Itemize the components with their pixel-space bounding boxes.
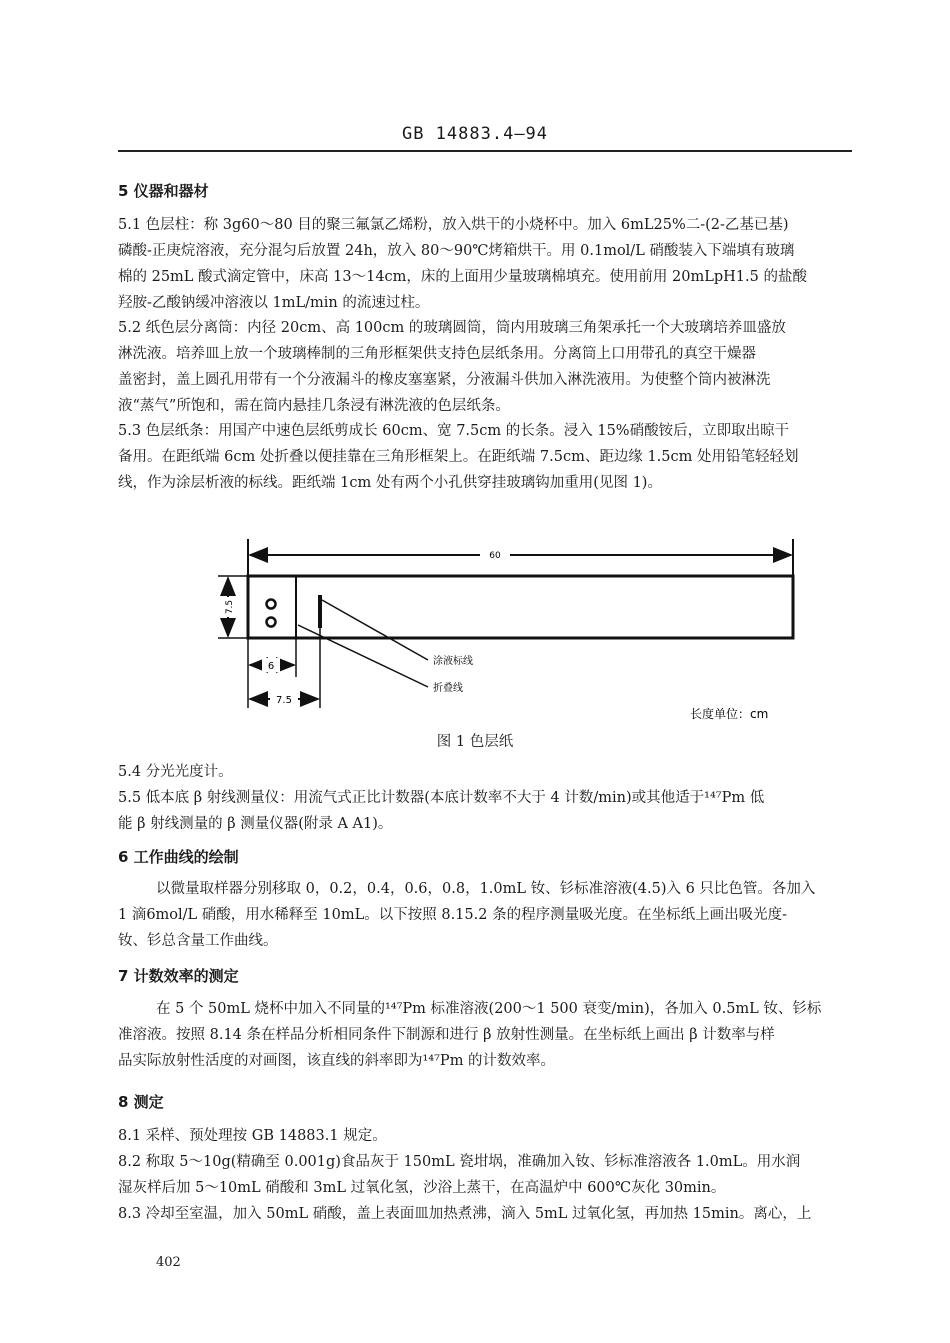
- para-7-line: 在 5 个 50mL 烧杯中加入不同量的¹⁴⁷Pm 标准溶液(200～1 500 衰变/min)，各加入 0.5mL 钕、钐标: [156, 1001, 822, 1017]
- label-fold-line: 折叠线: [433, 683, 463, 694]
- figure-1-caption: 图 1 色层纸: [436, 734, 514, 750]
- unit-note: 长度单位：cm: [690, 707, 769, 721]
- para-5-1-line: 羟胺-乙酸钠缓冲溶液以 1mL/min 的流速过柱。: [118, 295, 430, 311]
- page-number: 402: [156, 1255, 181, 1270]
- para-8-2-line: 湿灰样后加 5～10mL 硝酸和 3mL 过氧化氢，沙浴上蒸干，在高温炉中 600℃灰化 30min。: [118, 1180, 726, 1196]
- para-5-1-line: 棉的 25mL 酸式滴定管中，床高 13～14cm，床的上面用少量玻璃棉填充。使用前用 20mLpH1.5 的盐酸: [118, 269, 807, 285]
- section-7-title: 7 计数效率的测定: [118, 967, 239, 985]
- para-5-3-line: 备用。在距纸端 6cm 处折叠以便挂靠在三角形框架上。在距纸端 7.5cm、距边缘 1.5cm 处用铅笔轻轻划: [118, 449, 799, 465]
- leader-fold-line: [298, 625, 428, 687]
- header-rule: [118, 150, 852, 152]
- para-6-line: 1 滴6mol/L 硝酸，用水稀释至 10mL。以下按照 8.15.2 条的程序测量吸光度。在坐标纸上画出吸光度-: [118, 907, 787, 923]
- hole: [267, 600, 276, 609]
- document-header: GB 14883.4—94: [401, 124, 549, 144]
- dim-length-label: 60: [489, 551, 501, 561]
- section-8-title: 8 测定: [118, 1093, 164, 1111]
- para-5-2-line: 液“蒸气”所饱和，需在筒内悬挂几条浸有淋洗液的色层纸条。: [118, 398, 510, 414]
- para-5-2-line: 盖密封，盖上圆孔用带有一个分液漏斗的橡皮塞塞紧，分液漏斗供加入淋洗液用。为使整个筒内被淋洗: [118, 372, 771, 388]
- para-6-line: 钕、钐总含量工作曲线。: [118, 933, 278, 949]
- para-5-5-line: 能 β 射线测量的 β 测量仪器(附录 A A1)。: [118, 816, 393, 832]
- section-6-title: 6 工作曲线的绘制: [118, 848, 239, 866]
- section-5-title: 5 仪器和器材: [118, 182, 209, 200]
- para-5-4: 5.4 分光光度计。: [118, 764, 233, 780]
- figure-1-chromatography-paper: [200, 525, 840, 755]
- dim-width-label: 7.5: [225, 599, 235, 615]
- para-5-3-line: 线，作为涂层析液的标线。距纸端 1cm 处有两个小孔供穿挂玻璃钩加重用(见图 1)。: [118, 475, 662, 491]
- paper-strip: [248, 576, 793, 638]
- para-7-line: 品实际放射性活度的对画图，该直线的斜率即为¹⁴⁷Pm 的计数效率。: [118, 1053, 556, 1069]
- para-5-2-line: 5.2 纸色层分离筒：内径 20cm、高 100cm 的玻璃圆筒，筒内用玻璃三角架承托一个大玻璃培养皿盛放: [118, 320, 786, 336]
- dim-mark-label: 7.5: [276, 695, 292, 706]
- para-5-1-line: 5.1 色层柱：称 3g60～80 目的聚三氟氯乙烯粉，放入烘干的小烧杯中。加入 6mL25%二-(2-乙基已基): [118, 217, 789, 233]
- dim-fold-label: 6: [267, 661, 275, 672]
- para-5-2-line: 淋洗液。培养皿上放一个玻璃棒制的三角形框架供支持色层纸条用。分离筒上口用带孔的真空干燥器: [118, 346, 756, 362]
- label-mark-line: 涂液标线: [433, 656, 473, 667]
- para-8-2-line: 8.2 称取 5～10g(精确至 0.001g)食品灰于 150mL 瓷坩埚，准确加入钕、钐标准溶液各 1.0mL。用水润: [118, 1154, 801, 1170]
- para-7-line: 准溶液。按照 8.14 条在样品分析相同条件下制源和进行 β 放射性测量。在坐标纸上画出 β 计数率与样: [118, 1027, 775, 1043]
- hole: [267, 618, 276, 627]
- leader-mark-line: [322, 600, 428, 660]
- para-5-1-line: 磷酸-正庚烷溶液，充分混匀后放置 24h，放入 80～90℃烤箱烘干。用 0.1mol/L 硝酸装入下端填有玻璃: [118, 243, 795, 259]
- para-6-line: 以微量取样器分别移取 0，0.2，0.4，0.6，0.8，1.0mL 钕、钐标准溶液(4.5)入 6 只比色管。各加入: [156, 881, 816, 897]
- para-5-3-line: 5.3 色层纸条：用国产中速色层纸剪成长 60cm、宽 7.5cm 的长条。浸入 15%硝酸铵后，立即取出晾干: [118, 423, 790, 439]
- para-5-5-line: 5.5 低本底 β 射线测量仪：用流气式正比计数器(本底计数率不大于 4 计数/min)或其他适于¹⁴⁷Pm 低: [118, 790, 765, 806]
- para-8-1: 8.1 采样、预处理按 GB 14883.1 规定。: [118, 1128, 387, 1144]
- para-8-3-line: 8.3 冷却至室温，加入 50mL 硝酸，盖上表面皿加热煮沸，滴入 5mL 过氧化氢，再加热 15min。离心，上: [118, 1206, 812, 1222]
